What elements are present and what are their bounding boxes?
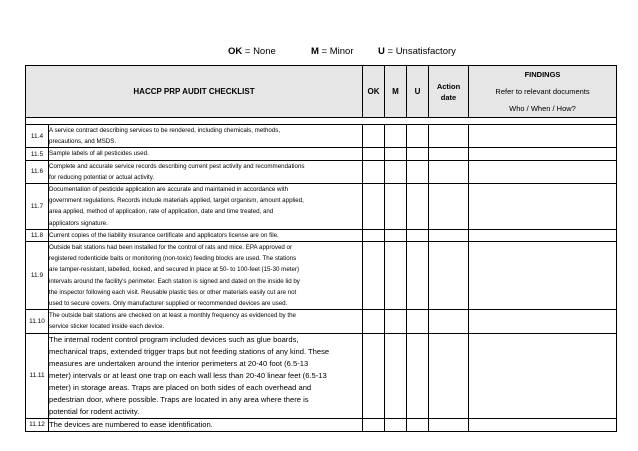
legend-ok: OK = None — [228, 46, 276, 57]
description-line: Outside bait stations had been installed for the control of rats and mice. EPA approved or — [49, 244, 293, 252]
description-line: A service contract describing services to be rendered, including chemicals, methods, — [49, 127, 281, 134]
description-line: meter) in storage areas. Traps are placed on both sides of each overhead and — [49, 382, 312, 392]
legend-unsatisfactory: U = Unsatisfactory — [378, 46, 456, 57]
description-line: area applied, method of application, rate of application, date and time treated, and — [49, 208, 274, 216]
minor-check-cell[interactable] — [385, 148, 407, 160]
action-date-cell[interactable] — [429, 418, 469, 431]
findings-cell[interactable] — [469, 310, 617, 333]
ok-check-cell[interactable] — [363, 242, 385, 310]
action-date-cell[interactable] — [429, 125, 469, 148]
item-number: 11.7 — [26, 184, 49, 230]
action-date-cell[interactable] — [429, 310, 469, 333]
checklist-row — [26, 242, 617, 310]
ok-check-cell[interactable] — [363, 160, 385, 183]
description-line: Sample labels of all pesticides used. — [49, 150, 149, 158]
description-line: meter) intervals or at least one trap on each wall less than 20-40 linear feet (6.5-13 — [49, 370, 327, 380]
item-description — [49, 160, 363, 183]
checklist-row — [26, 418, 617, 431]
item-number: 11.12 — [26, 418, 49, 431]
item-description — [49, 333, 363, 418]
checklist-title: HACCP PRP AUDIT CHECKLIST — [26, 66, 363, 118]
minor-check-cell[interactable] — [385, 229, 407, 241]
minor-check-cell[interactable] — [385, 160, 407, 183]
findings-cell[interactable] — [469, 229, 617, 241]
minor-check-cell[interactable] — [385, 184, 407, 230]
unsatisfactory-check-cell[interactable] — [407, 184, 429, 230]
description-line: used to secure covers. Only manufacturer supplied or recommended devices are used. — [49, 300, 288, 308]
description-line: The devices are numbered to ease identification. — [49, 419, 213, 429]
checklist-row — [26, 184, 617, 230]
checklist-row — [26, 229, 617, 241]
unsatisfactory-check-cell[interactable] — [407, 418, 429, 431]
item-number: 11.11 — [26, 333, 49, 418]
item-description — [49, 229, 363, 241]
item-number: 11.8 — [26, 229, 49, 241]
ok-check-cell[interactable] — [363, 148, 385, 160]
table-header — [26, 66, 617, 118]
unsatisfactory-check-cell[interactable] — [407, 125, 429, 148]
description-line: pedestrian door, where possible. Traps are located in any area where there is — [49, 394, 309, 404]
findings-cell[interactable] — [469, 125, 617, 148]
action-date-cell[interactable] — [429, 148, 469, 160]
findings-cell[interactable] — [469, 333, 617, 418]
item-number: 11.5 — [26, 148, 49, 160]
unsatisfactory-check-cell[interactable] — [407, 242, 429, 310]
description-line: The outside bait stations are checked on at least a monthly frequency as evidenced by the — [49, 312, 296, 320]
description-line: intervals around the facility's perimeter. Each station is signed and dated on the inside lid by — [49, 277, 300, 285]
description-line: applicators signature. — [49, 219, 108, 227]
checklist-row — [26, 148, 617, 160]
legend-minor: M = Minor — [311, 46, 354, 57]
action-date-cell[interactable] — [429, 242, 469, 310]
item-number: 11.4 — [26, 125, 49, 148]
col-header-ok: OK — [363, 66, 385, 118]
checklist-rows — [26, 125, 617, 432]
description-line: precautions, and MSDS. — [49, 138, 117, 146]
description-line: Current copies of the liability insurance certificate and applicators license are on file. — [49, 231, 279, 239]
col-header-minor: M — [385, 66, 407, 118]
findings-cell[interactable] — [469, 184, 617, 230]
ok-check-cell[interactable] — [363, 125, 385, 148]
description-line: are tamper-resistant, labelled, locked, and secured in place at 50- to 100-feet (15-30 meter) — [49, 266, 300, 274]
description-line: measures are undertaken around the interior perimeters at 20-40 foot (6.5-13 — [49, 358, 309, 368]
item-description — [49, 242, 363, 310]
minor-check-cell[interactable] — [385, 242, 407, 310]
unsatisfactory-check-cell[interactable] — [407, 229, 429, 241]
description-line: government regulations. Records include materials applied, target organism, amount applied, — [49, 197, 304, 205]
description-line: registered rodenticide baits or monitoring (non-toxic) feeding blocks are used. The stations — [49, 255, 297, 263]
ok-check-cell[interactable] — [363, 418, 385, 431]
minor-check-cell[interactable] — [385, 125, 407, 148]
col-header-unsatisfactory: U — [407, 66, 429, 118]
item-number: 11.10 — [26, 310, 49, 333]
description-line: Complete and accurate service records describing current pest activity and recommendations — [49, 162, 305, 170]
minor-check-cell[interactable] — [385, 310, 407, 333]
findings-cell[interactable] — [469, 148, 617, 160]
item-description — [49, 310, 363, 333]
checklist-row — [26, 125, 617, 148]
col-header-action-date: Action date — [429, 66, 469, 118]
unsatisfactory-check-cell[interactable] — [407, 148, 429, 160]
item-description — [49, 148, 363, 160]
action-date-cell[interactable] — [429, 160, 469, 183]
description-line: service sticker located inside each device. — [49, 323, 165, 331]
rating-legend — [0, 46, 638, 60]
audit-checklist-table — [25, 65, 617, 432]
minor-check-cell[interactable] — [385, 333, 407, 418]
checklist-row — [26, 333, 617, 418]
ok-check-cell[interactable] — [363, 333, 385, 418]
findings-cell[interactable] — [469, 242, 617, 310]
unsatisfactory-check-cell[interactable] — [407, 333, 429, 418]
ok-check-cell[interactable] — [363, 184, 385, 230]
findings-cell[interactable] — [469, 418, 617, 431]
unsatisfactory-check-cell[interactable] — [407, 160, 429, 183]
unsatisfactory-check-cell[interactable] — [407, 310, 429, 333]
header-spacer — [26, 118, 617, 125]
ok-check-cell[interactable] — [363, 229, 385, 241]
item-description — [49, 418, 363, 431]
item-description — [49, 125, 363, 148]
ok-check-cell[interactable] — [363, 310, 385, 333]
action-date-cell[interactable] — [429, 184, 469, 230]
col-header-findings: FINDINGS Refer to relevant documents Who / When / How? — [469, 66, 617, 118]
description-line: the inspector following each visit. Reusable plastic ties or other materials easily cut are not — [49, 288, 297, 296]
checklist-row — [26, 310, 617, 333]
checklist-row — [26, 160, 617, 183]
description-line: potential for rodent activity. — [49, 406, 140, 416]
item-number: 11.6 — [26, 160, 49, 183]
action-date-cell[interactable] — [429, 229, 469, 241]
action-date-cell[interactable] — [429, 333, 469, 418]
description-line: The internal rodent control program included devices such as glue boards, — [49, 334, 299, 344]
description-line: Documentation of pesticide application are accurate and maintained in accordance with — [49, 186, 289, 194]
item-description — [49, 184, 363, 230]
description-line: for reducing potential or actual activity. — [49, 173, 155, 181]
item-number: 11.9 — [26, 242, 49, 310]
minor-check-cell[interactable] — [385, 418, 407, 431]
findings-cell[interactable] — [469, 160, 617, 183]
description-line: mechanical traps, extended trigger traps but not feeding stations of any kind. These — [49, 346, 330, 356]
